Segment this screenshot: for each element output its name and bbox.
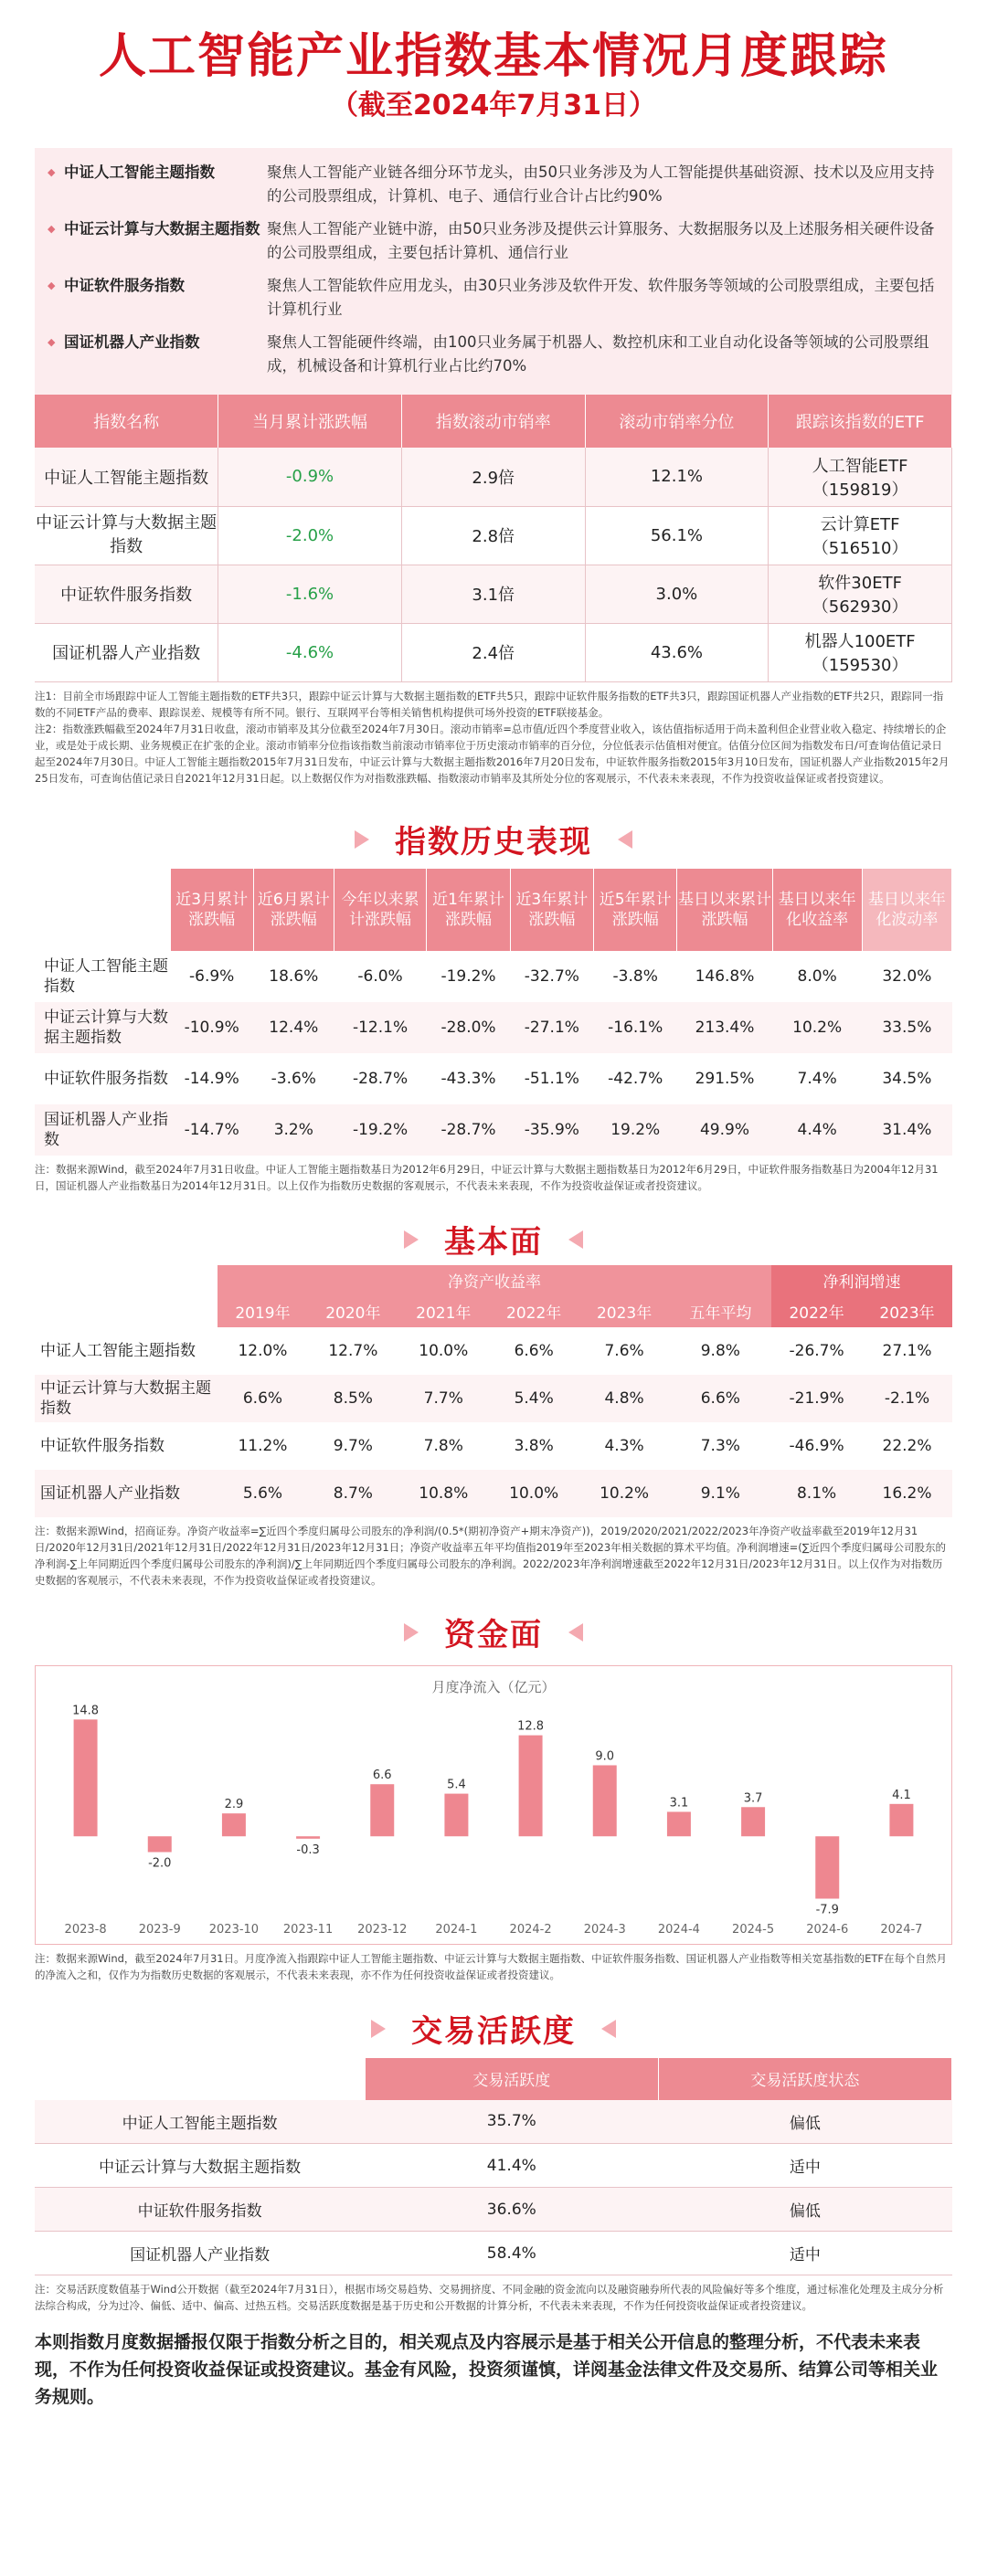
index-name-text: 中证云计算与大数据主题指数 xyxy=(36,513,218,556)
page-title: 人工智能产业指数基本情况月度跟踪 xyxy=(98,29,888,84)
cell: 8.7% xyxy=(308,1470,398,1517)
triangle-left-icon xyxy=(568,1230,583,1249)
activity-value: 36.6% xyxy=(365,2188,658,2232)
overview-table xyxy=(35,395,952,682)
index-name: 国证机器人产业指数 xyxy=(35,1470,218,1517)
cell: 49.9% xyxy=(677,1104,772,1156)
x-tick-label: 2024-4 xyxy=(657,1922,700,1937)
etf-name: 云计算ETF xyxy=(820,515,900,534)
cell: -28.7% xyxy=(427,1104,510,1156)
cell: -32.7% xyxy=(524,966,579,986)
cell: 146.8% xyxy=(695,966,755,986)
blank-header xyxy=(35,1265,218,1327)
monthly-change: -4.6% xyxy=(218,623,402,681)
cell: 9.7% xyxy=(333,1436,373,1455)
index-name: 中证人工智能主题指数 xyxy=(35,2100,365,2144)
triangle-left-icon xyxy=(601,2020,616,2038)
index-name: 中证软件服务指数 xyxy=(35,2188,365,2232)
cell: -28.7% xyxy=(352,1069,409,1088)
cell: -2.1% xyxy=(862,1375,952,1422)
table-row xyxy=(35,951,952,1002)
data-label: -7.9 xyxy=(815,1902,839,1916)
chart-bar xyxy=(889,1803,913,1835)
index-name: 中证人工智能主题指数 xyxy=(35,448,218,506)
cell: 19.2% xyxy=(594,1104,677,1156)
cell: 5.6% xyxy=(218,1470,308,1517)
index-name: 中证云计算与大数据主题指数 xyxy=(35,2144,365,2188)
etf-cell xyxy=(769,623,952,681)
cell: -35.9% xyxy=(510,1104,593,1156)
cell: 8.1% xyxy=(771,1470,862,1517)
overview-table-wrap xyxy=(35,395,952,682)
index-name: 中证人工智能主题指数 xyxy=(44,956,168,996)
cell: -51.1% xyxy=(524,1069,579,1088)
fundamentals-table-wrap xyxy=(35,1265,952,1517)
column-header: 2019年 xyxy=(218,1296,308,1327)
column-header: 2020年 xyxy=(308,1296,398,1327)
overview-note: 注1：目前全市场跟踪中证人工智能主题指数的ETF共3只，跟踪中证云计算与大数据主题指数的ETF共5只，跟踪中证软件服务指数的ETF共3只，跟踪国证机器人产业指数的ETF共2只，跟踪同一指数的不同ETF产品的费率、跟踪误差、规模等有所不同。银行、互联网平台等相关销售机构提供可场外投资的ETF联接基金。 注2：指数涨跌幅截至2024年7月31日收盘，滚动市销率及其分位截至2024年7月30日。滚动市销率=总市值/近四个季度营业收入，该估值指标适用于尚未盈利但企业营业收入稳定、持续增长的企业，或是处于成长期、业务规模正在扩张的企业。滚动市销率分位指该指数当前滚动市销率位于历史滚动市销率的百分位，分位低表示估值相对便宜。估值分位区间为指数发布日/可查询估值记录日起至2024年7月30日。中证人工智能主题指数2015年7月31日发布，中证云计算与大数据主题指数2016年7月20日发布，中证软件服务指数2015年3月10日发布，国证机器人产业指数2015年2月25日发布，可查询估值记录日自2021年12月31日起。以上数据仅作为对指数涨跌幅、指数滚动市销率及其所处分位的客观展示，不代表未来表现，不作为投资收益保证或者投资建议。 xyxy=(35,689,950,785)
intro-name: ◆ 中证软件服务指数 xyxy=(48,274,267,322)
column-header: 2021年 xyxy=(398,1296,489,1327)
chart-bar xyxy=(74,1719,98,1836)
activity-status: 适中 xyxy=(658,2144,951,2188)
column-header: 基日以来累计涨跌幅 xyxy=(677,869,772,951)
table-row xyxy=(35,2232,952,2275)
index-name: 中证软件服务指数 xyxy=(35,565,218,623)
column-header: 近5年累计涨跌幅 xyxy=(594,869,677,951)
intro-desc: 聚焦人工智能硬件终端，由100只业务属于机器人、数控机床和工业自动化设备等领域的公司股票组成，机械设备和计算机行业占比约70% xyxy=(267,333,929,375)
column-header: 滚动市销率分位 xyxy=(585,395,769,448)
cell: 6.6% xyxy=(670,1375,772,1422)
cell: 4.4% xyxy=(772,1104,862,1156)
intro-name: ◆ 中证云计算与大数据主题指数 xyxy=(48,217,267,265)
table-row xyxy=(35,623,952,681)
cell: -3.8% xyxy=(612,966,658,986)
index-name: 中证云计算与大数据主题指数 xyxy=(35,1375,218,1422)
cell: 7.4% xyxy=(797,1069,837,1088)
triangle-right-icon xyxy=(371,2020,386,2038)
column-header: 2022年 xyxy=(489,1296,579,1327)
cell: 7.3% xyxy=(700,1436,740,1455)
cell: -16.1% xyxy=(594,1002,677,1053)
cell: 9.1% xyxy=(670,1470,772,1517)
group-header-profit-growth: 净利润增速 xyxy=(771,1265,952,1296)
data-label: 5.4 xyxy=(447,1778,466,1792)
data-label: -0.3 xyxy=(296,1842,320,1857)
cell: 6.6% xyxy=(218,1375,308,1422)
index-name: 中证云计算与大数据主题指数 xyxy=(35,1002,170,1053)
activity-note: 注：交易活跃度数值基于Wind公开数据（截至2024年7月31日），根据市场交易趋势、交易拥挤度、不同金融的资金流向以及融资融券所代表的风险偏好等多个维度，通过标准化处理及主成分分析法综合构成，分为过冷、偏低、适中、偏高、过热五档。交易活跃度数据是基于历史和公开数据的计算分析，不代表未来表现，不作为任何投资收益保证或者投资建议。 xyxy=(35,2283,944,2312)
table-row xyxy=(35,448,952,506)
x-tick-label: 2024-6 xyxy=(806,1922,849,1937)
index-name: 国证机器人产业指数 xyxy=(35,2232,365,2275)
table-row xyxy=(35,2188,952,2232)
ps-percentile: 3.0% xyxy=(585,565,769,623)
cell: -19.2% xyxy=(334,1104,427,1156)
cell: -27.1% xyxy=(510,1002,593,1053)
etf-name: 机器人100ETF xyxy=(804,632,916,651)
index-name: 中证软件服务指数 xyxy=(44,1069,168,1088)
cell: 3.2% xyxy=(253,1104,334,1156)
column-header: 2022年 xyxy=(771,1296,862,1327)
history-table xyxy=(35,869,952,1156)
cell: 9.8% xyxy=(700,1341,740,1360)
cell: -19.2% xyxy=(440,966,496,986)
chart-bar xyxy=(222,1813,246,1836)
page-subtitle: （截至2024年7月31日） xyxy=(330,90,657,121)
cell: 32.0% xyxy=(882,966,932,986)
monthly-change: -0.9% xyxy=(218,448,402,506)
cell: 10.2% xyxy=(772,1002,862,1053)
cell: -14.9% xyxy=(184,1069,239,1088)
cell: -10.9% xyxy=(170,1002,253,1053)
cell: 3.8% xyxy=(514,1436,554,1455)
data-label: 3.7 xyxy=(743,1790,763,1805)
activity-table xyxy=(35,2058,952,2276)
intro-row xyxy=(48,274,938,322)
cell: 10.2% xyxy=(579,1470,670,1517)
intro-name: ◆ 国证机器人产业指数 xyxy=(48,331,267,378)
intro-name: ◆ 中证人工智能主题指数 xyxy=(48,161,267,208)
data-label: 4.1 xyxy=(892,1788,911,1802)
column-header: 交易活跃度 xyxy=(365,2058,658,2100)
intro-row xyxy=(48,161,938,208)
data-label: 6.6 xyxy=(372,1768,392,1782)
data-label: 14.8 xyxy=(72,1703,100,1717)
table-row xyxy=(35,506,952,565)
cell: 10.0% xyxy=(489,1470,579,1517)
ps-ratio: 3.1倍 xyxy=(401,565,585,623)
etf-name: 软件30ETF xyxy=(818,574,902,593)
chart-bar xyxy=(741,1807,765,1836)
column-header: 今年以来累计涨跌幅 xyxy=(334,869,427,951)
activity-table-wrap xyxy=(35,2058,952,2276)
index-name: 中证人工智能主题指数 xyxy=(40,1341,196,1360)
cell: 291.5% xyxy=(695,1069,755,1088)
section-title: 指数历史表现 xyxy=(395,824,592,860)
table-row xyxy=(35,1104,952,1156)
column-header: 近3年累计涨跌幅 xyxy=(510,869,593,951)
table-row xyxy=(35,1327,952,1375)
cell: 10.8% xyxy=(398,1470,489,1517)
cell: 213.4% xyxy=(677,1002,772,1053)
activity-status: 偏低 xyxy=(658,2188,951,2232)
data-label: 9.0 xyxy=(595,1748,615,1763)
fundamentals-section-header xyxy=(0,1219,987,1260)
column-header: 基日以来年化波动率 xyxy=(862,869,951,951)
fundamentals-table xyxy=(35,1265,952,1517)
activity-value: 35.7% xyxy=(365,2100,658,2144)
column-header: 指数滚动市销率 xyxy=(401,395,585,448)
table-row xyxy=(35,1422,952,1470)
triangle-right-icon xyxy=(355,830,369,849)
column-header: 当月累计涨跌幅 xyxy=(218,395,402,448)
history-note: 注：数据来源Wind，截至2024年7月31日收盘。中证人工智能主题指数基日为2012年6月29日，中证云计算与大数据主题指数基日为2012年6月29日，中证软件服务指数基日为2004年12月31日，国证机器人产业指数基日为2014年12月31日。以上仅作为指数历史数据的客观展示，不代表未来表现，不作为投资收益保证或者投资建议。 xyxy=(35,1162,939,1192)
cell: 5.4% xyxy=(489,1375,579,1422)
x-tick-label: 2024-5 xyxy=(732,1922,775,1937)
intro-desc: 聚焦人工智能产业链各细分环节龙头，由50只业务涉及为人工智能提供基础资源、技术以及应用支持的公司股票组成，计算机、电子、通信行业合计占比约90% xyxy=(267,164,935,205)
x-tick-label: 2023-10 xyxy=(208,1922,260,1937)
cell: 12.0% xyxy=(238,1341,288,1360)
column-header: 近6月累计涨跌幅 xyxy=(253,869,334,951)
intro-desc: 聚焦人工智能产业链中游，由50只业务涉及提供云计算服务、大数据服务以及上述服务相关硬件设备的公司股票组成，主要包括计算机、通信行业 xyxy=(267,220,935,261)
blank-header xyxy=(35,869,170,951)
data-label: 2.9 xyxy=(224,1797,244,1811)
cell: 33.5% xyxy=(862,1002,951,1053)
x-tick-label: 2023-9 xyxy=(138,1922,181,1937)
column-header: 基日以来年化收益率 xyxy=(772,869,862,951)
column-header: 2023年 xyxy=(862,1296,952,1327)
column-header: 指数名称 xyxy=(35,395,218,448)
activity-value: 41.4% xyxy=(365,2144,658,2188)
cell: -12.1% xyxy=(334,1002,427,1053)
cell: 4.8% xyxy=(579,1375,670,1422)
monthly-change: -2.0% xyxy=(218,506,402,565)
triangle-right-icon xyxy=(404,1230,419,1249)
cell: 22.2% xyxy=(882,1436,932,1455)
etf-name: 人工智能ETF xyxy=(812,456,908,476)
section-title: 交易活跃度 xyxy=(411,2013,576,2050)
chart-bar xyxy=(593,1765,617,1836)
ps-ratio: 2.9倍 xyxy=(401,448,585,506)
chart-bar xyxy=(815,1836,839,1898)
cell: 8.5% xyxy=(308,1375,398,1422)
triangle-right-icon xyxy=(404,1623,419,1642)
cell: -21.9% xyxy=(771,1375,862,1422)
funds-note: 注：数据来源Wind，截至2024年7月31日。月度净流入指跟踪中证人工智能主题指数、中证云计算与大数据主题指数、中证软件服务指数、国证机器人产业指数等相关宽基指数的ETF在每个自然月的净流入之和，仅作为为指数历史数据的客观展示，不代表未来表现，亦不作为任何投资收益保证或者投资建议。 xyxy=(35,1951,948,1981)
chart-bar xyxy=(444,1793,468,1836)
index-name xyxy=(35,506,218,565)
blank-header xyxy=(35,2058,365,2100)
x-tick-label: 2023-12 xyxy=(357,1922,408,1937)
cell: -3.6% xyxy=(271,1069,316,1088)
chart-bar xyxy=(519,1735,543,1836)
x-tick-label: 2024-2 xyxy=(509,1922,552,1937)
x-tick-label: 2024-7 xyxy=(880,1922,923,1937)
intro-row xyxy=(48,217,938,265)
etf-cell xyxy=(769,506,952,565)
table-row xyxy=(35,1470,952,1517)
disclaimer: 本则指数月度数据播报仅限于指数分析之目的，相关观点及内容展示是基于相关公开信息的整理分析，不代表未来表现，不作为任何投资收益保证或投资建议。基金有风险，投资须谨慎，详阅基金法律文件及交易所、结算公司等相关业务规则。 xyxy=(35,2332,939,2407)
data-label: -2.0 xyxy=(148,1856,172,1871)
index-name: 中证软件服务指数 xyxy=(40,1436,164,1455)
intro-row xyxy=(48,331,938,378)
cell: -26.7% xyxy=(789,1341,844,1360)
column-header: 交易活跃度状态 xyxy=(658,2058,951,2100)
cell: 12.7% xyxy=(328,1341,378,1360)
table-row xyxy=(35,1375,952,1422)
index-name: 国证机器人产业指数 xyxy=(35,1104,170,1156)
table-row xyxy=(35,565,952,623)
fundamentals-note: 注：数据来源Wind，招商证券。净资产收益率=∑近四个季度归属母公司股东的净利润/(0.5*(期初净资产+期末净资产))，2019/2020/2021/2022/2023年净资产收益率截至2019年12月31日/2020年12月31日/2021年12月31日/2022年12月31日/2023年12月31日；净资产收益率五年平均值指2019年至2023年相关数据的算术平均值。净利润增速=(∑近四个季度归属母公司股东的净利润-∑上年同期近四个季度归属母公司股东的净利润)/∑上年同期近四个季度归属母公司股东的净利润。2022/2023年净利润增速截至2022年12月31日/2023年12月31日。以上仅作为对指数历史数据的客观展示，不代表未来表现，不作为投资收益保证或者投资建议。 xyxy=(35,1524,947,1587)
cell: -6.9% xyxy=(189,966,235,986)
ps-percentile: 12.1% xyxy=(585,448,769,506)
column-header: 近3月累计涨跌幅 xyxy=(170,869,253,951)
chart-bar xyxy=(296,1836,320,1839)
cell: -14.7% xyxy=(170,1104,253,1156)
cell: 8.0% xyxy=(797,966,837,986)
column-header: 近1年累计涨跌幅 xyxy=(427,869,510,951)
cell: 31.4% xyxy=(862,1104,951,1156)
section-title: 基本面 xyxy=(444,1224,543,1261)
history-section-header xyxy=(0,819,987,860)
cell: -46.9% xyxy=(789,1436,844,1455)
intro-desc: 聚焦人工智能软件应用龙头，由30只业务涉及软件开发、软件服务等领域的公司股票组成，主要包括计算机行业 xyxy=(267,277,935,318)
cell: 12.4% xyxy=(253,1002,334,1053)
chart-bar xyxy=(667,1811,691,1836)
triangle-left-icon xyxy=(568,1623,583,1642)
cell: 7.7% xyxy=(398,1375,489,1422)
chart-title: 月度净流入（亿元） xyxy=(431,1678,556,1695)
x-tick-label: 2024-1 xyxy=(435,1922,478,1937)
x-tick-label: 2024-3 xyxy=(583,1922,626,1937)
activity-section-header xyxy=(0,2009,987,2049)
monthly-change: -1.6% xyxy=(218,565,402,623)
cell: 6.6% xyxy=(514,1341,554,1360)
column-header: 2023年 xyxy=(579,1296,670,1327)
cell: -28.0% xyxy=(427,1002,510,1053)
etf-cell xyxy=(769,448,952,506)
column-header: 跟踪该指数的ETF xyxy=(769,395,952,448)
cell: -6.0% xyxy=(357,966,403,986)
cell: 16.2% xyxy=(862,1470,952,1517)
index-name: 国证机器人产业指数 xyxy=(35,623,218,681)
etf-cell xyxy=(769,565,952,623)
cell: 7.8% xyxy=(423,1436,463,1455)
column-header: 五年平均 xyxy=(670,1296,772,1327)
table-row xyxy=(35,2100,952,2144)
cell: 27.1% xyxy=(882,1341,932,1360)
ps-ratio: 2.8倍 xyxy=(401,506,585,565)
etf-code: （159530） xyxy=(812,656,908,675)
activity-status: 适中 xyxy=(658,2232,951,2275)
x-tick-label: 2023-8 xyxy=(64,1922,107,1937)
etf-code: （159819） xyxy=(812,480,908,500)
funds-section-header xyxy=(0,1612,987,1652)
net-inflow-chart-svg xyxy=(36,1666,951,1944)
ps-percentile: 56.1% xyxy=(585,506,769,565)
x-tick-label: 2023-11 xyxy=(282,1922,334,1937)
index-intro xyxy=(35,148,952,395)
history-table-wrap xyxy=(35,869,952,1156)
cell: 11.2% xyxy=(238,1436,288,1455)
table-row xyxy=(35,1053,952,1104)
cell: 7.6% xyxy=(604,1341,644,1360)
table-row xyxy=(35,2144,952,2188)
etf-code: （516510） xyxy=(812,539,908,558)
cell: 4.3% xyxy=(604,1436,644,1455)
ps-ratio: 2.4倍 xyxy=(401,623,585,681)
group-header-roe: 净资产收益率 xyxy=(218,1265,771,1296)
chart-bar xyxy=(148,1836,172,1852)
data-label: 12.8 xyxy=(517,1719,545,1734)
cell: -43.3% xyxy=(440,1069,496,1088)
cell: 34.5% xyxy=(882,1069,932,1088)
cell: -42.7% xyxy=(608,1069,663,1088)
section-title: 资金面 xyxy=(444,1617,543,1653)
net-inflow-chart xyxy=(35,1665,952,1945)
chart-bar xyxy=(370,1784,394,1836)
cell: 18.6% xyxy=(269,966,319,986)
data-label: 3.1 xyxy=(669,1795,689,1810)
cell: 10.0% xyxy=(419,1341,469,1360)
etf-code: （562930） xyxy=(812,597,908,617)
ps-percentile: 43.6% xyxy=(585,623,769,681)
activity-value: 58.4% xyxy=(365,2232,658,2275)
table-row xyxy=(35,1002,952,1053)
activity-status: 偏低 xyxy=(658,2100,951,2144)
triangle-left-icon xyxy=(618,830,632,849)
